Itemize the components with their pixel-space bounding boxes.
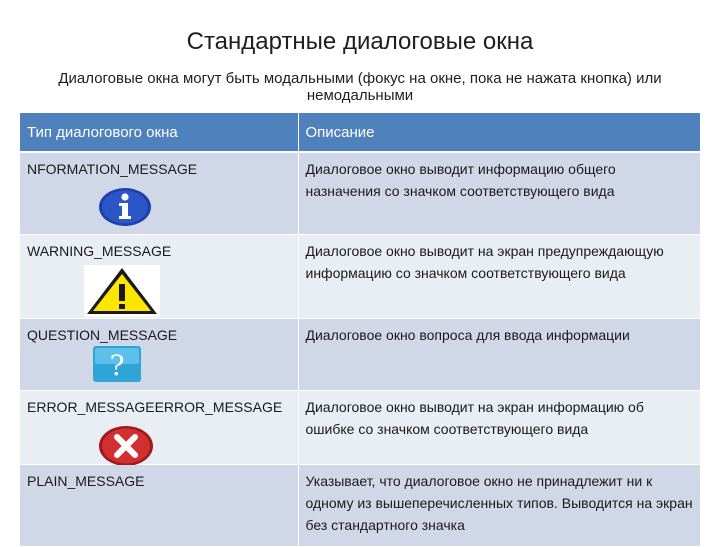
type-cell [20,152,298,235]
type-cell [20,465,298,547]
information-icon [98,187,152,233]
type-label: WARNING_MESSAGE [27,243,172,259]
type-cell [20,235,298,319]
table-row [20,391,700,465]
description-cell: Диалоговое окно выводит на экран информацию об ошибке со значком соответствующего вида [298,391,700,465]
description-cell: Диалоговое окно выводит на экран предупреждающую информацию со значком соответствующего вида [298,235,700,319]
table-row [20,319,700,391]
table-row [20,465,700,547]
type-cell [20,391,298,465]
type-label: NFORMATION_MESSAGE [27,161,198,177]
table-row [20,235,700,319]
header-type: Тип диалогового окна [20,113,298,152]
description-cell: Диалоговое окно вопроса для ввода информации [298,319,700,391]
type-label: PLAIN_MESSAGE [27,473,145,489]
description-cell: Диалоговое окно выводит информацию общего назначения со значком соответствующего вида [298,152,700,235]
svg-text:?: ? [109,349,125,382]
header-description: Описание [298,113,700,152]
warning-icon [84,265,160,323]
table-row [20,152,700,235]
slide-title: Стандартные диалоговые окна [186,28,534,55]
question-icon [92,345,142,389]
table-header-row [20,113,700,152]
slide-subtitle: Диалоговые окна могут быть модальными (фокус на окне, пока не нажата кнопка) или немодальными [58,70,662,104]
dialog-types-table [20,113,700,547]
type-label: QUESTION_MESSAGE [27,327,178,343]
type-label: ERROR_MESSAGEERROR_MESSAGE [27,399,283,415]
type-cell [20,319,298,391]
description-cell: Указывает, что диалоговое окно не принадлежит ни к одному из вышеперечисленных типов. Выводится на экран без стандартного значка [298,465,700,547]
